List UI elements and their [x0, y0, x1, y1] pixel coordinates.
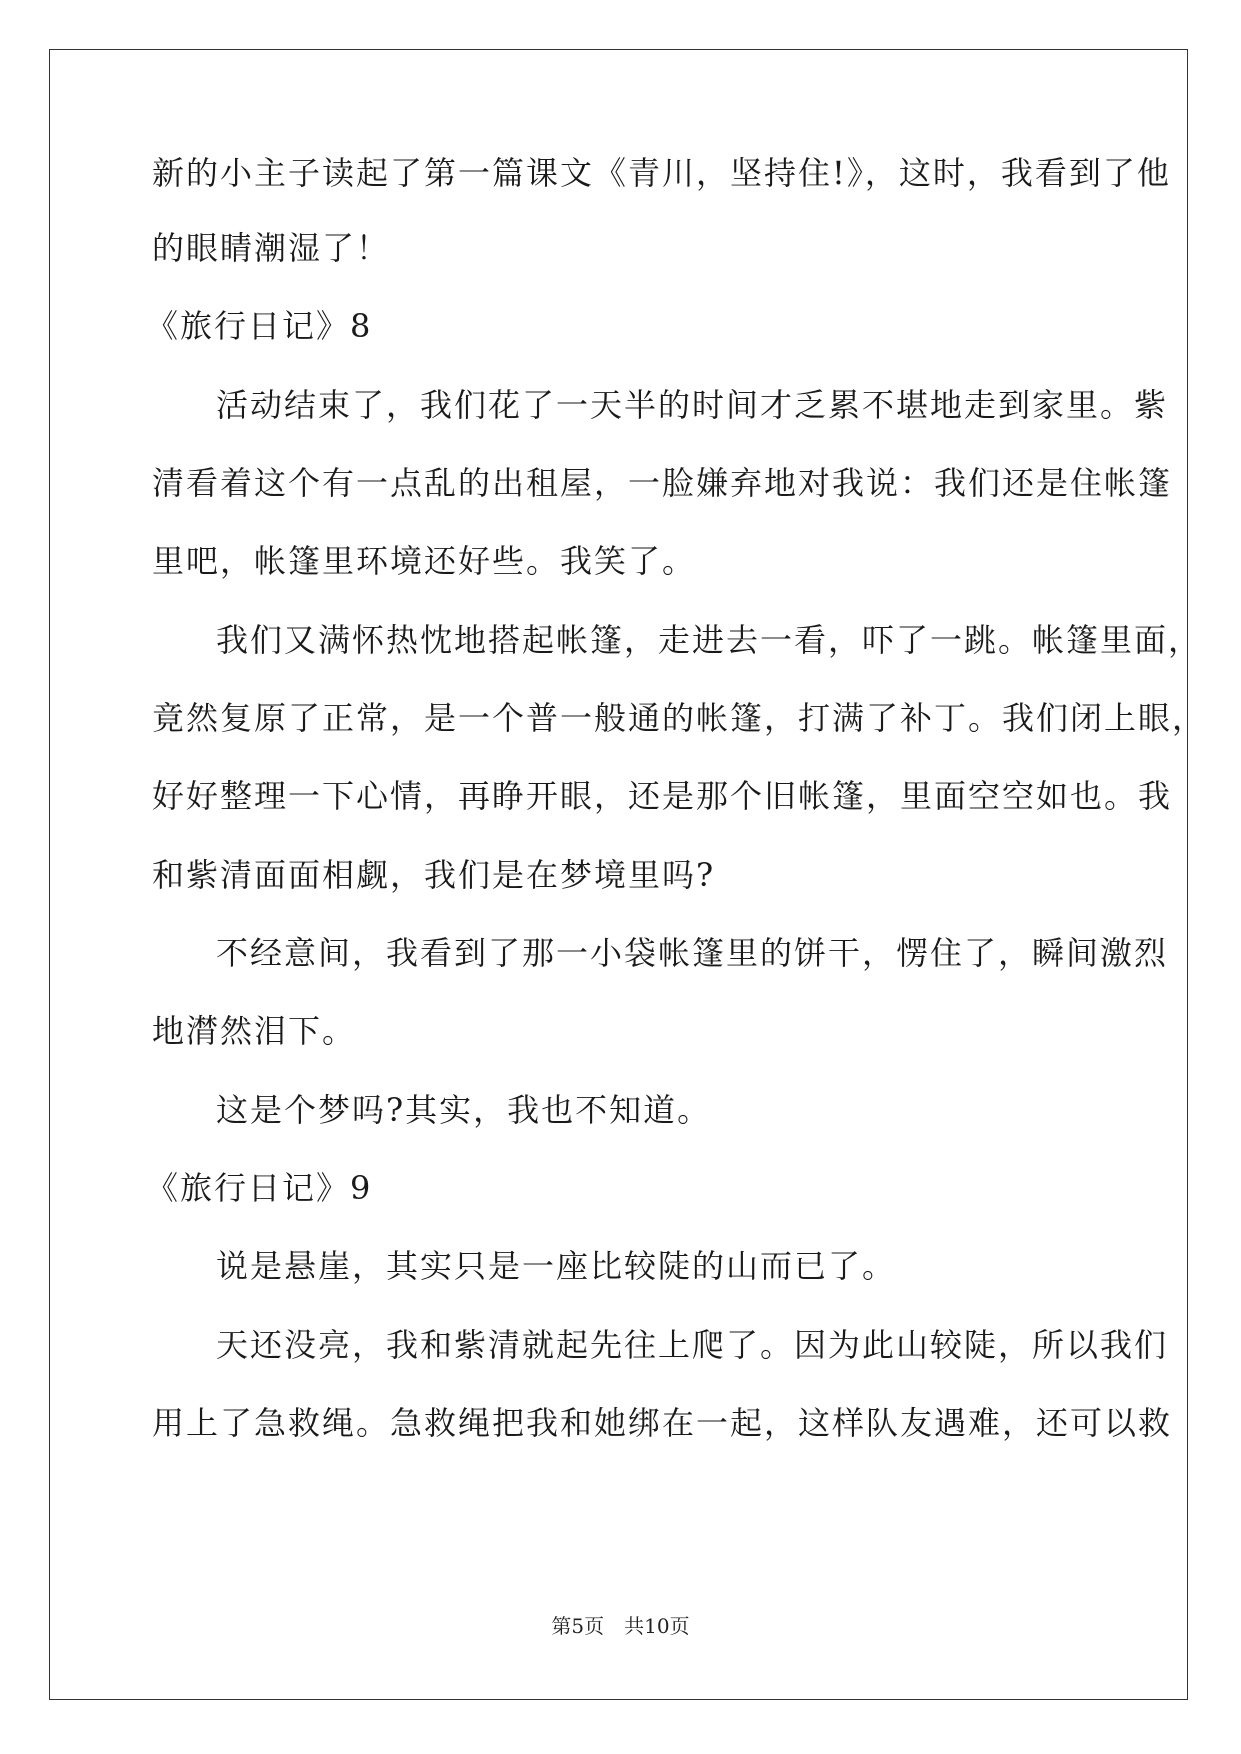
text-line: 的眼睛潮湿了！	[152, 229, 391, 267]
paragraph-start: 这是个梦吗?其实，我也不知道。	[216, 1091, 712, 1129]
text-line: 用上了急救绳。急救绳把我和她绑在一起，这样队友遇难，还可以救	[152, 1404, 1173, 1442]
paragraph-start: 不经意间，我看到了那一小袋帐篷里的饼干，愣住了，瞬间激烈	[216, 934, 1169, 972]
text-line: 清看着这个有一点乱的出租屋，一脸嫌弃地对我说：我们还是住帐篷	[152, 464, 1173, 502]
page-number-current: 第5页	[551, 1614, 605, 1638]
paragraph-start: 天还没亮，我和紫清就起先往上爬了。因为此山较陡，所以我们	[216, 1326, 1169, 1364]
page-footer	[0, 1614, 1241, 1638]
section-heading: 《旅行日记》8	[146, 307, 373, 345]
text-line: 里吧，帐篷里环境还好些。我笑了。	[152, 542, 697, 580]
page-number-total: 共10页	[624, 1614, 690, 1638]
text-line: 竟然复原了正常，是一个普一般通的帐篷，打满了补丁。我们闭上眼，	[152, 699, 1207, 737]
text-line: 地潸然泪下。	[152, 1012, 357, 1050]
paragraph-start: 活动结束了，我们花了一天半的时间才乏累不堪地走到家里。紫	[216, 386, 1169, 424]
text-line: 和紫清面面相觑，我们是在梦境里吗?	[152, 856, 716, 894]
paragraph-start: 我们又满怀热忱地搭起帐篷，走进去一看，吓了一跳。帐篷里面，	[216, 621, 1203, 659]
text-line: 好好整理一下心情，再睁开眼，还是那个旧帐篷，里面空空如也。我	[152, 777, 1173, 815]
text-line: 新的小主子读起了第一篇课文《青川，坚持住!》，这时，我看到了他	[152, 154, 1171, 192]
paragraph-start: 说是悬崖，其实只是一座比较陡的山而已了。	[216, 1247, 897, 1285]
section-heading: 《旅行日记》9	[146, 1169, 373, 1207]
